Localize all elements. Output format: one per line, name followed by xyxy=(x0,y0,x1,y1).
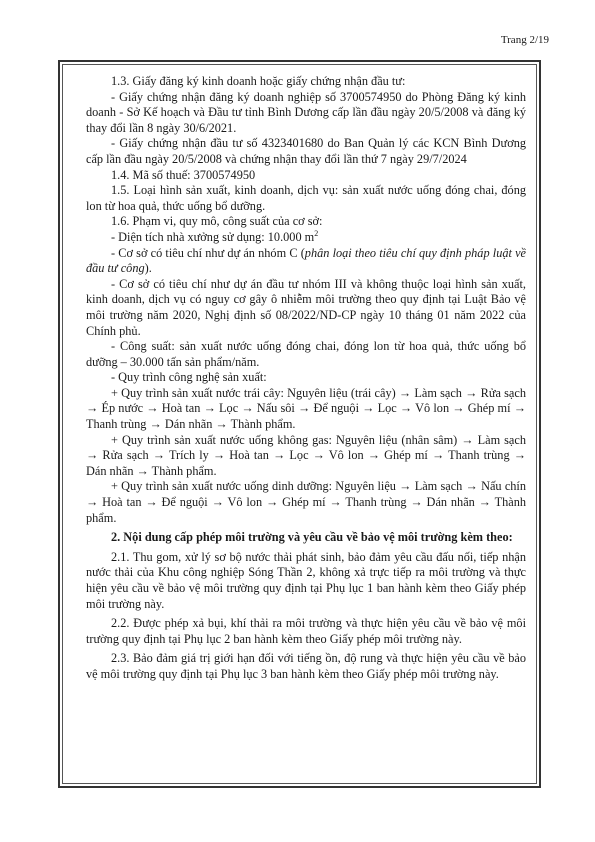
project-group-c-paragraph xyxy=(86,246,526,277)
section-1-4-tax-code: 1.4. Mã số thuế: 3700574950 xyxy=(111,167,256,182)
group-c-italic-note: phân loại theo tiêu chí quy định pháp luật về đầu tư công xyxy=(86,245,526,276)
factory-area-text: - Diện tích nhà xưởng sử dụng: 10.000 m xyxy=(111,229,315,244)
section-2-title: 2. Nội dung cấp phép môi trường và yêu cầu về bảo vệ môi trường kèm theo: xyxy=(111,530,513,545)
section-2-1-paragraph: 2.1. Thu gom, xử lý sơ bộ nước thải phát sinh, bảo đảm yêu cầu đấu nối, tiếp nhận nước thải của Khu công nghiệp Sóng Thần 2, không xả trực tiếp ra môi trường và thực hiện yêu cầu về bảo vệ môi trường quy định tại Phụ lục 1 ban hành kèm theo Giấy phép môi trường này. xyxy=(86,549,526,611)
section-1-3-title: 1.3. Giấy đăng ký kinh doanh hoặc giấy chứng nhận đầu tư: xyxy=(111,74,406,88)
process-nutrition-drink: + Quy trình sản xuất nước uống dinh dưỡng: Nguyên liệu → Làm sạch → Nấu chín → Hoà tan → Để nguội → Vô lon → Ghép mí → Thanh trùng → Dán nhãn → Thành phẩm. xyxy=(86,479,526,525)
project-group-iii-paragraph: - Cơ sở có tiêu chí như dự án đầu tư nhóm III và không thuộc loại hình sản xuất, kinh doanh, dịch vụ có nguy cơ gây ô nhiễm môi trường theo quy định tại Luật Bảo vệ môi trường năm 2020, Nghị định số 08/2022/ND-CP ngày 10 tháng 01 năm 2022 của Chính phủ. xyxy=(86,276,526,338)
page-number: Trang 2/19 xyxy=(500,34,549,46)
group-c-prefix: - Cơ sở có tiêu chí như dự án nhóm C ( xyxy=(111,245,305,260)
capacity-paragraph: - Công suất: sản xuất nước uống đóng chai, đóng lon từ hoa quả, thức uống bổ dưỡng – 30.000 tấn sản phẩm/năm. xyxy=(86,339,526,369)
area-unit-superscript: 2 xyxy=(314,228,319,238)
section-1-6-title: 1.6. Phạm vi, quy mô, công suất của cơ sở: xyxy=(111,214,323,229)
factory-area-paragraph xyxy=(86,230,526,246)
investment-certificate-paragraph: - Giấy chứng nhận đầu tư số 4323401680 do Ban Quản lý các KCN Bình Dương cấp lần đầu ngày 20/5/2008 và chứng nhận thay đổi lần thứ 7 ngày 29/7/2024 xyxy=(86,136,526,166)
section-2-3-paragraph: 2.3. Bảo đảm giá trị giới hạn đối với tiếng ồn, độ rung và thực hiện yêu cầu về bảo vệ môi trường quy định tại Phụ lục 3 ban hành kèm theo Giấy phép môi trường này. xyxy=(86,651,526,681)
group-c-suffix: ). xyxy=(144,261,152,276)
section-1-5-business-type: 1.5. Loại hình sản xuất, kinh doanh, dịch vụ: sản xuất nước uống đóng chai, đóng lon từ hoa quả, thức uống bổ dưỡng. xyxy=(86,183,526,213)
section-2-2-paragraph: 2.2. Được phép xả bụi, khí thải ra môi trường và thực hiện yêu cầu về bảo vệ môi trường quy định tại Phụ lục 2 ban hành kèm theo Giấy phép môi trường này. xyxy=(86,616,526,646)
business-registration-paragraph: - Giấy chứng nhận đăng ký doanh nghiệp số 3700574950 do Phòng Đăng ký kinh doanh - Sở Kế hoạch và Đầu tư tỉnh Bình Dương cấp lần đầu ngày 20/5/2008 và đăng ký thay đổi lần 8 ngày 30/6/2021. xyxy=(86,89,526,135)
process-non-carbonated: + Quy trình sản xuất nước uống không gas: Nguyên liệu (nhân sâm) → Làm sạch → Rửa sạch → Trích ly → Hoà tan → Lọc → Vô lon → Ghép mí → Thanh trùng → Dán nhãn → Thành phẩm. xyxy=(86,432,526,478)
document-body xyxy=(86,74,526,683)
process-fruit-juice: + Quy trình sản xuất nước trái cây: Nguyên liệu (trái cây) → Làm sạch → Rửa sạch → Ép nước → Hoà tan → Lọc → Nấu sôi → Để nguội → Lọc → Vô lon → Ghép mí → Thanh trùng → Dán nhãn → Thành phẩm. xyxy=(86,385,526,432)
process-title: - Quy trình công nghệ sản xuất: xyxy=(111,370,267,385)
